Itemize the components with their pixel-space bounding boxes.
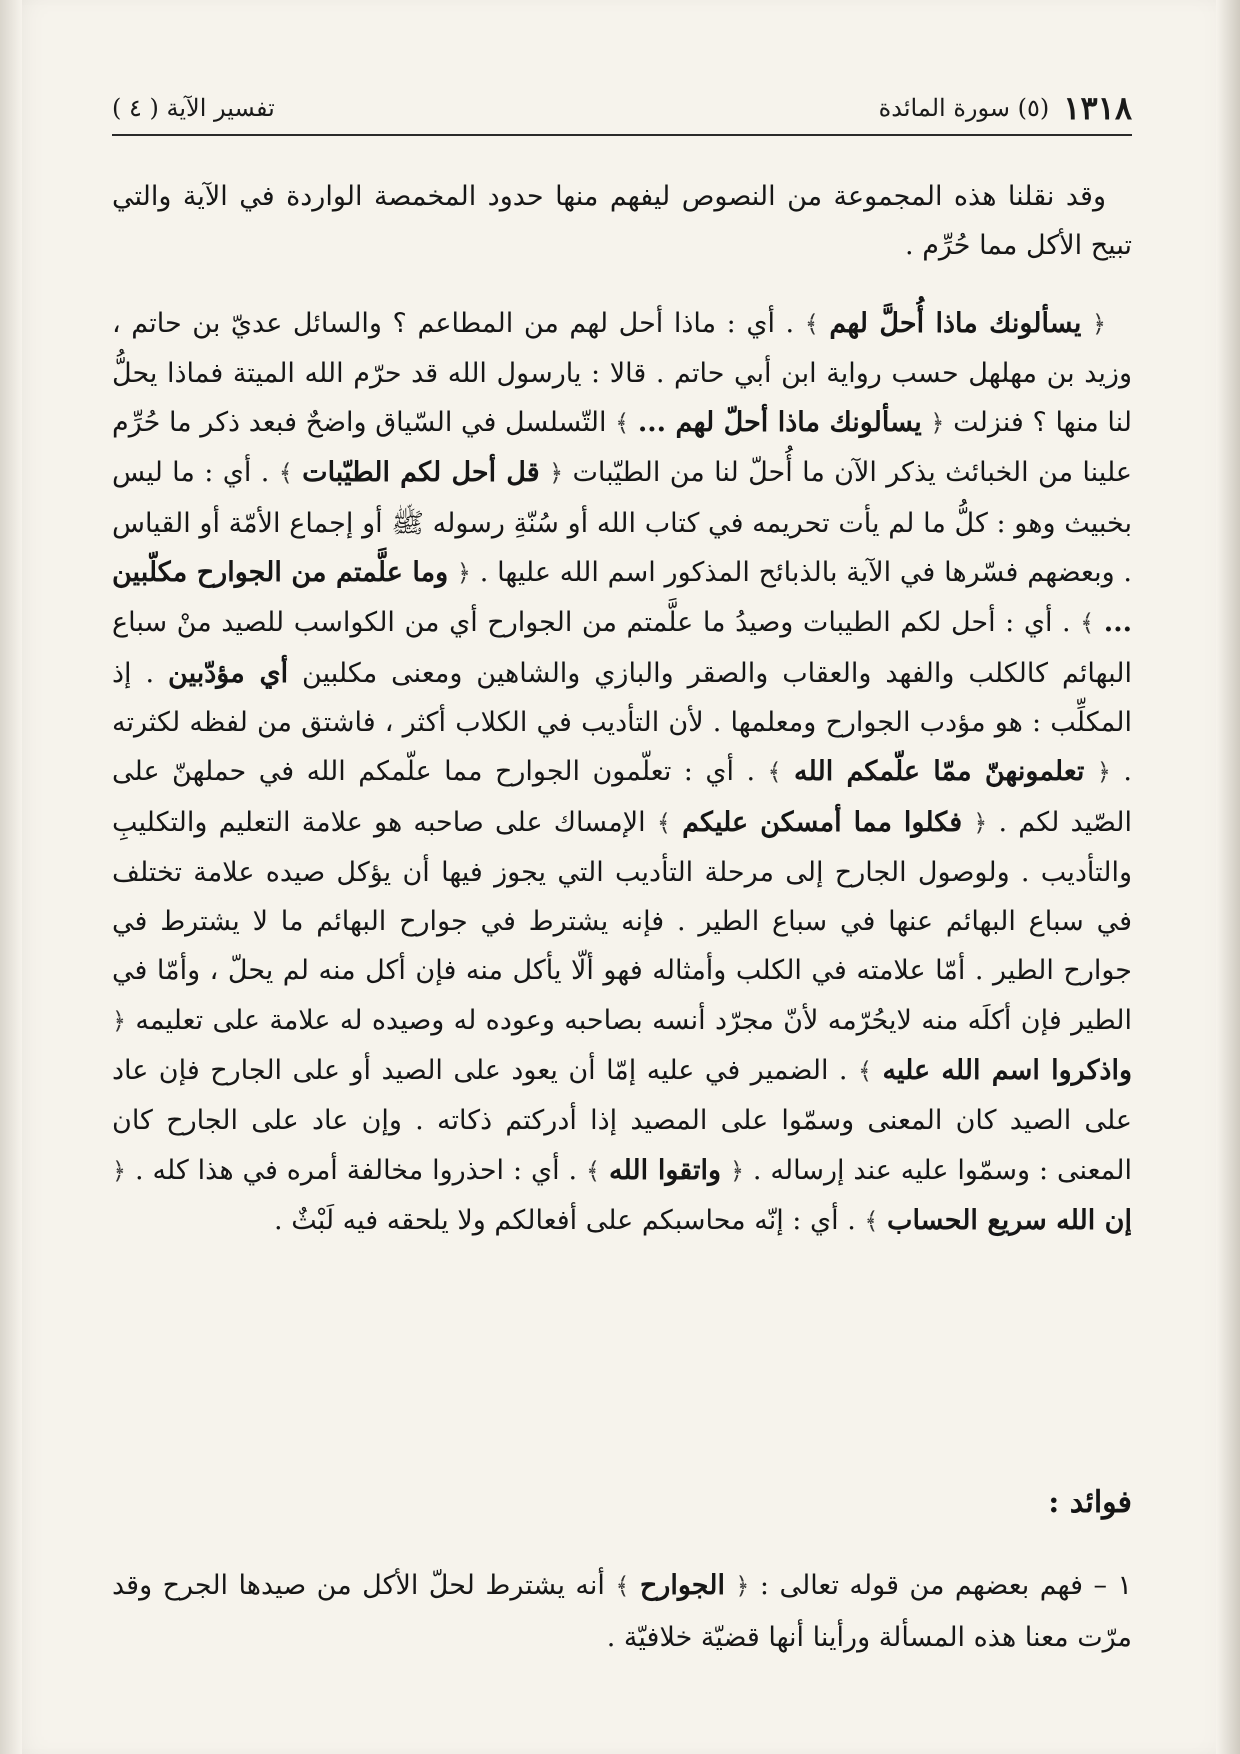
- ornate-bracket-open-icon: ﴿: [456, 559, 471, 588]
- ornate-bracket-open-icon: ﴿: [549, 459, 564, 488]
- ornate-bracket-open-icon: ﴿: [729, 1156, 745, 1185]
- ornate-bracket-close-icon: ﴾: [767, 758, 782, 787]
- ornate-bracket-close-icon: ﴾: [656, 808, 671, 837]
- commentary-text: . إذ المكلِّب : هو مؤدب الجوارح ومعلمها . لأن التأديب في الكلاب أكثر ، فاشتق من لفظه لكثرته .: [112, 657, 1132, 788]
- intro-paragraph: وقد نقلنا هذه المجموعة من النصوص ليفهم منها حدود المخمصة الواردة في الآية والتي تبيح الأكل مما حُرِّم .: [112, 181, 1132, 262]
- commentary-text: . أي : تعلّمون الجوارح مما علّمكم الله في حملهنّ على الصّيد لكم .: [112, 756, 1132, 838]
- verse-quote: يسألونك ماذا أُحلَّ لهم: [829, 307, 1082, 339]
- commentary-text: الإمساك على صاحبه هو علامة التعليم والتكليبِ والتأديب . ولوصول الجارح إلى مرحلة التأديب التي يجوز فيها أن يؤكل صيده علامة تختلف في سباع البهائم عنها في سباع الطير . فإنه يشترط في جوارح البهائم ما لا يشترط في جوارح الطير . أمّا علامته في الكلب وأمثاله فهو ألّا يأكل منه فإن أكل منه لم يحلّ ، وأمّا في الطير فإن أكلَه منه لايحُرّمه لأنّ مجرّد أنسه بصاحبه وعوده له وصيده له علامة على تعليمه: [112, 806, 1132, 1036]
- ornate-bracket-open-icon: ﴿: [735, 1572, 750, 1600]
- fawaid-item-1: [112, 1560, 1132, 1664]
- verse-quote: قل أحل لكم الطيّبات: [302, 457, 540, 489]
- verse-quote: إن الله سريع الحساب: [887, 1204, 1132, 1236]
- commentary-text: . الضمير في عليه إمّا أن يعود على الصيد أو على الجارح فإن عاد على الصيد كان المعنى وسمّوا على المصيد إذا أدركتم ذكاته . وإن عاد على الجارح كان المعنى : وسمّوا عليه عند إرساله .: [112, 1055, 1132, 1186]
- verse-quote: تعلمونهنّ ممّا علّمكم الله: [794, 756, 1085, 788]
- fawaid-text: [112, 1560, 1132, 1664]
- ornate-bracket-open-icon: ﴿: [973, 808, 988, 837]
- ornate-bracket-open-icon: ﴿: [930, 409, 945, 438]
- page-number: ١٣١٨: [1063, 89, 1132, 127]
- verse-quote: يسألونك ماذا أحلّ لهم ...: [637, 407, 922, 439]
- ornate-bracket-close-icon: ﴾: [615, 1572, 630, 1600]
- header-rule: [112, 134, 1132, 136]
- main-text: [112, 172, 1132, 1246]
- ornate-bracket-open-icon: ﴿: [112, 1006, 127, 1035]
- ornate-bracket-open-icon: ﴿: [1096, 758, 1111, 787]
- fawaid-item-text: أنه يشترط لحلّ الأكل من صيدها الجرح وقد مرّت معنا هذه المسألة ورأينا أنها قضيّة خلافيّة .: [112, 1570, 1132, 1653]
- verse-quote: فكلوا مما أمسكن عليكم: [682, 806, 963, 838]
- surah-title: (٥) سورة المائدة: [878, 94, 1050, 122]
- page-shadow-right: [1216, 0, 1240, 1754]
- verse-quote: الجوارح: [639, 1570, 725, 1601]
- commentary-text: . أي : ما ليس بخبيث وهو : كلُّ ما لم يأت تحريمه في كتاب الله أو سُنّةِ رسوله ﷺ أو إجماع الأمّة أو القياس . وبعضهم فسّرها في الآية بالذبائح المذكور اسم الله عليها .: [112, 457, 1132, 589]
- commentary-text: . أي : ماذا أحل لهم من المطاعم ؟ والسائل عديّ بن حاتم ، وزيد بن مهلهل حسب رواية ابن أبي حاتم . قالا : يارسول الله قد حرّم الله الميتة فماذا يحلُّ لنا منها ؟ فنزلت: [112, 307, 1132, 439]
- ornate-bracket-close-icon: ﴾: [278, 459, 293, 488]
- commentary-text: التّسلسل في السّياق واضحٌ فبعد ذكر ما حُرِّم علينا من الخبائث يذكر الآن ما أُحلّ لنا من الطيّبات: [112, 407, 1132, 489]
- commentary-text: . أي : احذروا مخالفة أمره في هذا كله .: [126, 1154, 586, 1186]
- running-header: [112, 88, 1132, 128]
- emphasis-text: أي مؤدّبين: [168, 657, 289, 689]
- ornate-bracket-close-icon: ﴾: [1080, 609, 1095, 638]
- page-shadow-left: [0, 0, 22, 1754]
- ornate-bracket-close-icon: ﴾: [857, 1057, 872, 1086]
- ornate-bracket-open-icon: ﴿: [1091, 309, 1107, 338]
- section-title: تفسير الآية ( ٤ ): [112, 94, 275, 122]
- verse-quote: واتقوا الله: [608, 1154, 722, 1186]
- commentary-paragraph: [112, 299, 1132, 1247]
- ornate-bracket-open-icon: ﴿: [112, 1156, 127, 1185]
- fawaid-item-text: ١ – فهم بعضهم من قوله تعالى :: [749, 1570, 1132, 1601]
- commentary-text: . أي : إنّه محاسبكم على أفعالكم ولا يلحقه فيه لَبْثٌ .: [274, 1204, 865, 1236]
- commentary-text: . أي : أحل لكم الطيبات وصيدُ ما علَّمتم من الجوارح أي من الكواسب للصيد منْ سباع البهائم كالكلب والفهد والعقاب والصقر والبازي والشاهين ومعنى مكلبين: [112, 607, 1132, 689]
- ornate-bracket-close-icon: ﴾: [586, 1156, 601, 1185]
- verse-quote: وما علَّمتم من الجوارح مكلّبين ...: [112, 557, 1132, 639]
- fawaid-heading: فوائد :: [1048, 1485, 1132, 1520]
- header-right-group: [879, 89, 1132, 127]
- verse-quote: واذكروا اسم الله عليه: [882, 1055, 1132, 1087]
- ornate-bracket-close-icon: ﴾: [615, 409, 630, 438]
- ornate-bracket-close-icon: ﴾: [804, 309, 819, 338]
- ornate-bracket-close-icon: ﴾: [864, 1206, 879, 1235]
